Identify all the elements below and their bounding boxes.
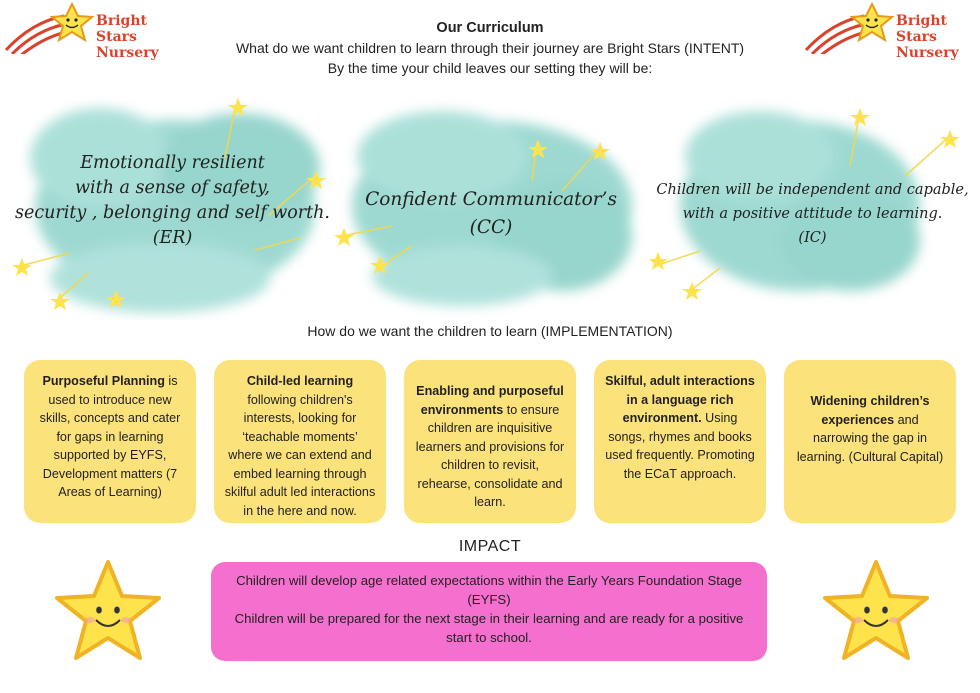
box-text: following children's interests, looking for ‘teachable moments’ where we can extend and embed learning through skilful adult led interactions in the here and now. — [224, 392, 376, 518]
smiling-star-icon — [52, 558, 164, 664]
intent-cloud-ic — [650, 96, 975, 311]
page-title: Our Curriculum — [436, 20, 544, 36]
intent-cloud-cc — [332, 96, 650, 318]
intent-er-line2: with a sense of safety, — [75, 178, 270, 198]
implementation-box — [404, 360, 576, 523]
impact-line2: Children will be prepared for the next stage in their learning and are ready for a positive start to school. — [234, 611, 744, 645]
box-heading: Child-led learning — [246, 374, 354, 388]
box-text: to ensure children are inquisitive learners and provisions for children to revisit, rehearse, consolidate and learn. — [415, 402, 565, 509]
logo — [2, 2, 187, 61]
implementation-box — [214, 360, 386, 523]
intent-er-line1: Emotionally resilient — [80, 153, 265, 173]
intent-er-line3: security , belonging and self worth. — [15, 203, 330, 223]
smiling-star-icon — [820, 558, 932, 664]
intent-ic-line3: (IC) — [798, 230, 827, 246]
intent-question: What do we want children to learn through their journey are Bright Stars (INTENT) — [235, 40, 745, 56]
impact-line1: Children will develop age related expectations within the Early Years Foundation Stage (EYFS) — [236, 573, 742, 607]
implementation-box — [784, 360, 956, 523]
intent-cc-line1: Confident Communicator’s — [365, 189, 617, 210]
box-heading: Skilful, adult interactions in a language rich environment. — [605, 374, 755, 425]
intent-cc-line2: (CC) — [469, 217, 513, 238]
logo-line2: Nursery — [896, 45, 959, 61]
impact-title: IMPACT — [458, 538, 522, 555]
intent-subtitle: By the time your child leaves our setting they will be: — [327, 60, 653, 76]
implementation-box — [24, 360, 196, 523]
intent-ic-line2: with a positive attitude to learning. — [682, 206, 943, 222]
logo-line1: Bright Stars — [96, 13, 147, 45]
box-heading: Enabling and purposeful environments — [416, 384, 564, 417]
box-text: and narrowing the gap in learning. (Cultural Capital) — [796, 412, 944, 464]
implementation-box — [594, 360, 766, 523]
intent-cloud-er — [10, 88, 335, 320]
logo-line1: Bright Stars — [896, 13, 947, 45]
box-text: is used to introduce new skills, concepts and cater for gaps in learning supported by EYFS, Development matters (7 Areas of Learning) — [39, 374, 181, 499]
box-heading: Widening children’s experiences — [810, 394, 930, 427]
intent-ic-line1: Children will be independent and capable, — [656, 182, 969, 198]
intent-er-line4: (ER) — [152, 228, 193, 248]
impact-box — [211, 562, 767, 661]
box-heading: Purposeful Planning — [42, 374, 165, 388]
implementation-title: How do we want the children to learn (IMPLEMENTATION) — [307, 323, 673, 339]
curriculum-header — [190, 18, 790, 78]
logo-line2: Nursery — [96, 45, 159, 61]
logo — [802, 2, 980, 61]
box-text: Using songs, rhymes and books used frequently. Promoting the ECaT approach. — [605, 411, 755, 481]
